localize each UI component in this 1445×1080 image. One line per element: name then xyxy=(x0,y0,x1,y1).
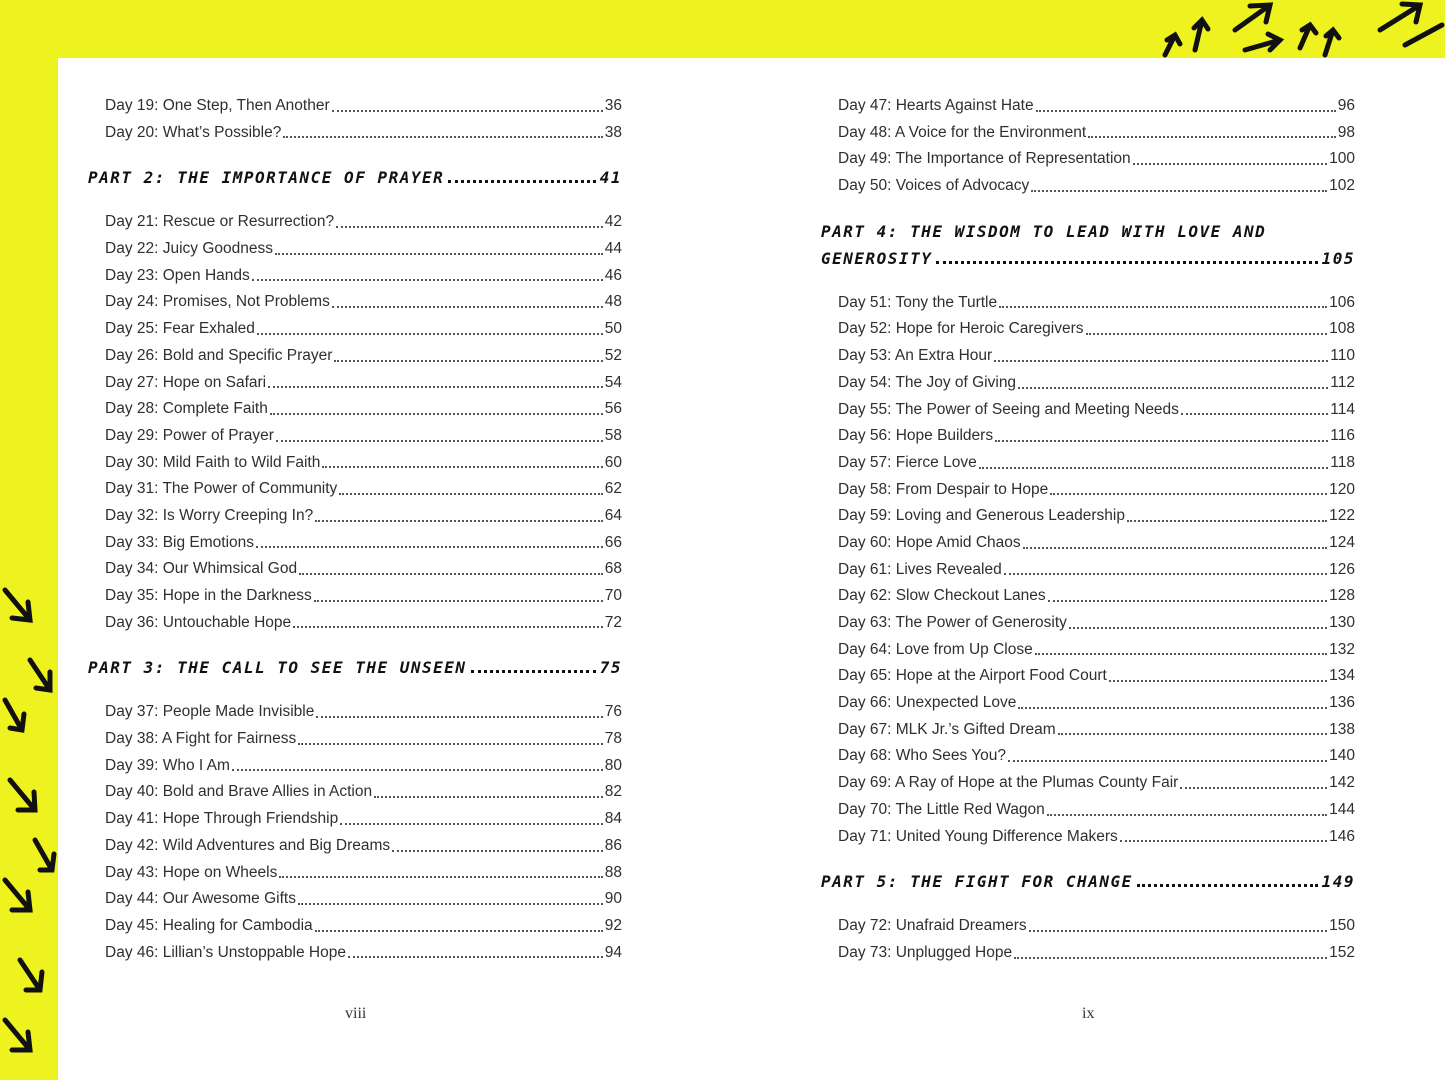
toc-entry[interactable] xyxy=(105,913,622,940)
leader-dots xyxy=(314,600,603,602)
entry-title: Day 42: Wild Adventures and Big Dreams xyxy=(105,836,391,854)
entry-page: 66 xyxy=(604,533,622,551)
entry-page: 54 xyxy=(604,373,622,391)
leader-dots xyxy=(279,876,602,878)
leader-dots xyxy=(298,903,603,905)
toc-entry[interactable] xyxy=(838,343,1355,370)
entry-title: Day 19: One Step, Then Another xyxy=(105,97,330,114)
entry-title: Day 53: An Extra Hour xyxy=(838,347,993,365)
entry-title: Day 51: Tony the Turtle xyxy=(838,293,998,311)
entry-page: 60 xyxy=(604,453,622,471)
entry-title: Day 36: Untouchable Hope xyxy=(105,613,292,631)
leader-dots xyxy=(1031,190,1327,192)
entry-page: 78 xyxy=(604,730,622,748)
entry-page: 136 xyxy=(1329,694,1355,712)
leader-dots xyxy=(1048,600,1327,602)
entry-page: 42 xyxy=(604,213,622,231)
entry-title: Day 28: Complete Faith xyxy=(105,400,268,418)
entry-title: Day 69: A Ray of Hope at the Plumas County Fair xyxy=(838,774,1179,792)
entry-page: 58 xyxy=(604,426,622,444)
entry-title: Day 45: Healing for Cambodia xyxy=(105,916,313,934)
entry-title: Day 34: Our Whimsical God xyxy=(105,560,298,578)
entry-title: Day 56: Hope Builders xyxy=(838,427,994,445)
entry-title: Day 62: Slow Checkout Lanes xyxy=(838,587,1046,605)
part-heading xyxy=(88,164,622,191)
leader-dots xyxy=(1086,333,1328,335)
toc-entry[interactable] xyxy=(105,476,622,503)
leader-dots xyxy=(283,136,602,138)
toc-entry[interactable] xyxy=(838,93,1355,120)
entry-page: 70 xyxy=(604,587,622,604)
entry-page: 120 xyxy=(1329,480,1355,498)
toc-entry[interactable] xyxy=(838,770,1355,797)
leader-dots xyxy=(268,386,603,388)
leader-dots xyxy=(256,546,603,548)
toc-entry[interactable] xyxy=(838,450,1355,477)
entry-page: 68 xyxy=(604,560,622,578)
entry-title: Day 32: Is Worry Creeping In? xyxy=(105,506,314,524)
leader-dots xyxy=(374,796,603,798)
entry-title: Day 50: Voices of Advocacy xyxy=(838,177,1030,195)
entry-page: 100 xyxy=(1329,150,1355,168)
entry-page: 88 xyxy=(604,863,622,881)
entry-title: Day 41: Hope Through Friendship xyxy=(105,810,339,828)
part-page: 149 xyxy=(1321,872,1355,892)
entry-page: 130 xyxy=(1329,614,1355,631)
entry-title: Day 63: The Power of Generosity xyxy=(838,614,1067,631)
entry-title: Day 55: The Power of Seeing and Meeting Needs xyxy=(838,400,1179,418)
entry-page: 152 xyxy=(1329,943,1355,961)
leader-dots xyxy=(275,253,603,255)
entry-page: 96 xyxy=(1337,97,1355,114)
entry-page: 76 xyxy=(604,703,622,721)
toc-entry[interactable] xyxy=(838,913,1355,940)
entry-page: 62 xyxy=(604,480,622,498)
entry-title: Day 29: Power of Prayer xyxy=(105,426,274,444)
leader-dots xyxy=(332,306,603,308)
leader-dots xyxy=(1036,110,1336,112)
toc-entry[interactable] xyxy=(838,370,1355,397)
page-number-left: viii xyxy=(345,1005,367,1022)
entry-title: Day 22: Juicy Goodness xyxy=(105,240,274,258)
toc-group xyxy=(838,913,1355,966)
entry-title: Day 49: The Importance of Representation xyxy=(838,150,1131,168)
entry-title: Day 20: What’s Possible? xyxy=(105,123,282,141)
toc-group xyxy=(838,93,1355,200)
leader-dots xyxy=(257,333,603,335)
toc-right-column xyxy=(821,93,1355,967)
toc-entry[interactable] xyxy=(838,397,1355,424)
entry-page: 108 xyxy=(1329,320,1355,338)
toc-entry[interactable] xyxy=(838,690,1355,717)
toc-entry[interactable] xyxy=(105,316,622,343)
leader-dots xyxy=(995,440,1328,442)
entry-title: Day 64: Love from Up Close xyxy=(838,640,1033,658)
entry-title: Day 38: A Fight for Fairness xyxy=(105,730,297,748)
entry-title: Day 37: People Made Invisible xyxy=(105,703,315,721)
toc-entry[interactable] xyxy=(105,860,622,887)
part-heading xyxy=(821,218,1355,272)
entry-title: Day 26: Bold and Specific Prayer xyxy=(105,346,333,364)
entry-title: Day 40: Bold and Brave Allies in Action xyxy=(105,783,373,801)
leader-dots xyxy=(1069,627,1327,629)
entry-title: Day 71: United Young Difference Makers xyxy=(838,827,1118,845)
entry-title: Day 59: Loving and Generous Leadership xyxy=(838,507,1125,525)
leader-dots xyxy=(322,466,602,468)
leader-dots xyxy=(1018,707,1327,709)
toc-entry[interactable] xyxy=(105,806,622,833)
leader-dots xyxy=(315,930,603,932)
leader-dots xyxy=(339,493,602,495)
leader-dots xyxy=(1029,930,1327,932)
entry-title: Day 31: The Power of Community xyxy=(105,480,338,498)
leader-dots xyxy=(1050,493,1327,495)
toc-entry[interactable] xyxy=(105,699,622,726)
leader-dots xyxy=(334,360,602,362)
entry-page: 106 xyxy=(1329,293,1355,311)
entry-page: 90 xyxy=(604,890,622,908)
leader-dots xyxy=(252,279,603,281)
toc-entry[interactable] xyxy=(105,503,622,530)
entry-page: 116 xyxy=(1330,427,1355,445)
leader-dots xyxy=(1058,733,1327,735)
entry-page: 84 xyxy=(604,810,622,828)
leader-dots xyxy=(392,850,603,852)
leader-dots xyxy=(1137,884,1318,887)
part-title-line2: GENEROSITY xyxy=(821,248,933,268)
entry-title: Day 68: Who Sees You? xyxy=(838,747,1007,765)
toc-group xyxy=(838,290,1355,850)
entry-page: 142 xyxy=(1329,774,1355,792)
entry-title: Day 54: The Joy of Giving xyxy=(838,373,1017,391)
entry-page: 56 xyxy=(604,400,622,418)
arrow-pattern-top-right xyxy=(1150,0,1445,58)
toc-entry[interactable] xyxy=(838,940,1355,967)
part-title-line1: PART 4: THE WISDOM TO LEAD WITH LOVE AND xyxy=(821,221,1267,241)
toc-entry[interactable] xyxy=(105,370,622,397)
toc-group xyxy=(105,93,622,146)
entry-title: Day 25: Fear Exhaled xyxy=(105,320,255,338)
part-title: PART 3: THE CALL TO SEE THE UNSEEN xyxy=(88,658,467,678)
leader-dots xyxy=(1018,387,1328,389)
entry-title: Day 21: Rescue or Resurrection? xyxy=(105,213,335,231)
leader-dots xyxy=(936,261,1317,264)
leader-dots xyxy=(1127,520,1327,522)
entry-title: Day 47: Hearts Against Hate xyxy=(838,97,1034,114)
entry-page: 128 xyxy=(1329,587,1355,605)
entry-page: 112 xyxy=(1330,373,1355,391)
toc-entry[interactable] xyxy=(838,663,1355,690)
leader-dots xyxy=(994,360,1328,362)
toc-entry[interactable] xyxy=(838,824,1355,851)
part-heading xyxy=(821,868,1355,895)
leader-dots xyxy=(340,823,603,825)
leader-dots xyxy=(270,413,603,415)
leader-dots xyxy=(1008,760,1327,762)
entry-title: Day 73: Unplugged Hope xyxy=(838,943,1013,961)
entry-title: Day 72: Unafraid Dreamers xyxy=(838,917,1027,935)
entry-title: Day 43: Hope on Wheels xyxy=(105,863,278,881)
entry-title: Day 27: Hope on Safari xyxy=(105,373,267,391)
entry-title: Day 58: From Despair to Hope xyxy=(838,480,1049,498)
entry-title: Day 61: Lives Revealed xyxy=(838,560,1002,578)
entry-page: 38 xyxy=(604,123,622,141)
leader-dots xyxy=(315,520,603,522)
entry-title: Day 30: Mild Faith to Wild Faith xyxy=(105,453,321,471)
part-page: 75 xyxy=(599,658,622,678)
toc-entry[interactable] xyxy=(838,120,1355,147)
leader-dots xyxy=(298,743,602,745)
entry-page: 126 xyxy=(1329,560,1355,578)
leader-dots xyxy=(336,226,603,228)
entry-title: Day 46: Lillian’s Unstoppable Hope xyxy=(105,943,346,961)
leader-dots xyxy=(1014,957,1327,959)
toc-entry[interactable] xyxy=(838,797,1355,824)
leader-dots xyxy=(232,769,603,771)
entry-page: 50 xyxy=(604,320,622,338)
entry-title: Day 33: Big Emotions xyxy=(105,533,255,551)
entry-title: Day 35: Hope in the Darkness xyxy=(105,587,312,604)
part-title: PART 5: THE FIGHT FOR CHANGE xyxy=(821,872,1133,892)
leader-dots xyxy=(448,180,595,183)
part-title: PART 2: THE IMPORTANCE OF PRAYER xyxy=(88,168,445,188)
part-heading xyxy=(88,654,622,681)
toc-entry[interactable] xyxy=(838,610,1355,637)
leader-dots xyxy=(1180,787,1327,789)
entry-page: 64 xyxy=(604,506,622,524)
leader-dots xyxy=(471,670,596,673)
toc-entry[interactable] xyxy=(838,290,1355,317)
entry-page: 52 xyxy=(604,346,622,364)
entry-page: 102 xyxy=(1329,177,1355,195)
entry-title: Day 52: Hope for Heroic Caregivers xyxy=(838,320,1084,338)
leader-dots xyxy=(1120,840,1327,842)
entry-page: 122 xyxy=(1329,507,1355,525)
entry-page: 94 xyxy=(604,943,622,961)
entry-title: Day 57: Fierce Love xyxy=(838,453,977,471)
entry-page: 138 xyxy=(1329,720,1355,738)
toc-entry[interactable] xyxy=(105,583,622,610)
entry-page: 124 xyxy=(1329,533,1355,551)
toc-group xyxy=(105,699,622,966)
toc-entry[interactable] xyxy=(105,209,622,236)
entry-page: 146 xyxy=(1329,827,1355,845)
toc-entry[interactable] xyxy=(105,753,622,780)
entry-page: 118 xyxy=(1330,453,1355,471)
leader-dots xyxy=(1047,814,1327,816)
toc-entry[interactable] xyxy=(838,173,1355,200)
entry-page: 114 xyxy=(1330,400,1355,418)
entry-title: Day 48: A Voice for the Environment xyxy=(838,123,1087,141)
entry-page: 86 xyxy=(604,836,622,854)
entry-page: 46 xyxy=(604,266,622,284)
leader-dots xyxy=(1004,573,1327,575)
toc-entry[interactable] xyxy=(105,423,622,450)
leader-dots xyxy=(999,306,1327,308)
toc-entry[interactable] xyxy=(838,423,1355,450)
entry-page: 98 xyxy=(1337,123,1355,141)
toc-group xyxy=(105,209,622,636)
toc-entry[interactable] xyxy=(838,717,1355,744)
entry-page: 80 xyxy=(604,756,622,774)
toc-entry[interactable] xyxy=(105,396,622,423)
toc-entry[interactable] xyxy=(105,940,622,967)
leader-dots xyxy=(276,440,603,442)
toc-entry[interactable] xyxy=(105,263,622,290)
toc-entry[interactable] xyxy=(838,637,1355,664)
toc-entry[interactable] xyxy=(105,556,622,583)
leader-dots xyxy=(1023,547,1327,549)
entry-page: 140 xyxy=(1329,747,1355,765)
toc-entry[interactable] xyxy=(105,726,622,753)
toc-left-column xyxy=(88,93,622,966)
entry-page: 132 xyxy=(1329,640,1355,658)
entry-title: Day 60: Hope Amid Chaos xyxy=(838,533,1021,551)
page-number-right: ix xyxy=(1082,1005,1095,1022)
part-page: 105 xyxy=(1321,248,1355,268)
entry-page: 150 xyxy=(1329,917,1355,935)
entry-title: Day 65: Hope at the Airport Food Court xyxy=(838,667,1107,685)
entry-page: 82 xyxy=(604,783,622,801)
entry-page: 72 xyxy=(604,613,622,631)
entry-title: Day 66: Unexpected Love xyxy=(838,694,1017,712)
toc-entry[interactable] xyxy=(838,477,1355,504)
leader-dots xyxy=(348,956,603,958)
entry-page: 36 xyxy=(604,97,622,114)
leader-dots xyxy=(1133,163,1327,165)
toc-entry[interactable] xyxy=(105,833,622,860)
leader-dots xyxy=(1181,413,1328,415)
entry-page: 144 xyxy=(1329,800,1355,818)
toc-entry[interactable] xyxy=(105,610,622,637)
entry-title: Day 44: Our Awesome Gifts xyxy=(105,890,296,908)
toc-entry[interactable] xyxy=(838,583,1355,610)
entry-title: Day 23: Open Hands xyxy=(105,266,250,284)
entry-title: Day 67: MLK Jr.’s Gifted Dream xyxy=(838,720,1056,738)
leader-dots xyxy=(293,626,603,628)
entry-title: Day 24: Promises, Not Problems xyxy=(105,293,330,311)
toc-entry[interactable] xyxy=(105,120,622,147)
toc-entry[interactable] xyxy=(838,503,1355,530)
toc-entry[interactable] xyxy=(838,316,1355,343)
entry-page: 44 xyxy=(604,240,622,258)
toc-entry[interactable] xyxy=(105,530,622,557)
entry-page: 48 xyxy=(604,293,622,311)
toc-entry[interactable] xyxy=(105,886,622,913)
leader-dots xyxy=(1035,653,1327,655)
entry-page: 110 xyxy=(1330,347,1355,365)
toc-entry[interactable] xyxy=(105,343,622,370)
leader-dots xyxy=(316,716,602,718)
toc-entry[interactable] xyxy=(105,236,622,263)
entry-page: 92 xyxy=(604,916,622,934)
toc-entry[interactable] xyxy=(838,743,1355,770)
entry-page: 134 xyxy=(1329,667,1355,685)
leader-dots xyxy=(299,573,603,575)
leader-dots xyxy=(332,110,603,112)
leader-dots xyxy=(1109,680,1327,682)
arrow-pattern-left-edge xyxy=(0,580,58,1080)
toc-entry[interactable] xyxy=(105,289,622,316)
entry-title: Day 70: The Little Red Wagon xyxy=(838,800,1045,818)
entry-title: Day 39: Who I Am xyxy=(105,756,230,774)
toc-entry[interactable] xyxy=(838,557,1355,584)
toc-entry[interactable] xyxy=(105,450,622,477)
toc-entry[interactable] xyxy=(838,530,1355,557)
toc-entry[interactable] xyxy=(838,146,1355,173)
part-page: 41 xyxy=(599,168,622,188)
toc-entry[interactable] xyxy=(105,93,622,120)
leader-dots xyxy=(1088,136,1336,138)
leader-dots xyxy=(979,467,1329,469)
toc-entry[interactable] xyxy=(105,779,622,806)
